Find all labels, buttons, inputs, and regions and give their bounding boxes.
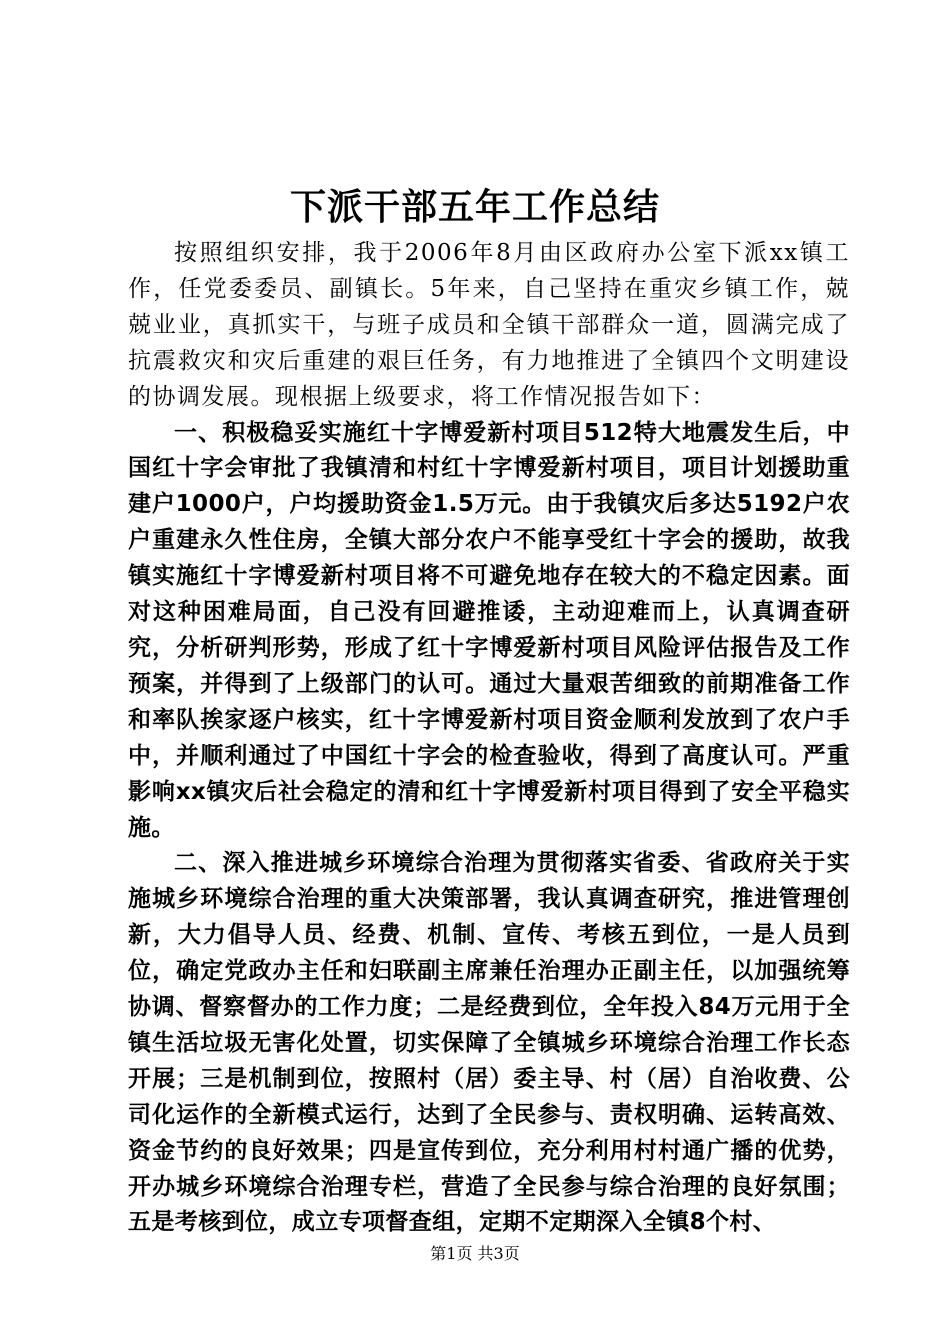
intro-paragraph: 按照组织安排，我于2006年8月由区政府办公室下派xx镇工作，任党委委员、副镇长。5年来，自己坚持在重灾乡镇工作，兢兢业业，真抓实干，与班子成员和全镇干部群众一道，圆满完成了抗震救灾和灾后重建的艰巨任务，有力地推进了全镇四个文明建设的协调发展。现根据上级要求，将工作情况报告如下： — [128, 240, 850, 410]
page-footer: 第1页 共3页 — [430, 1244, 520, 1263]
document-body — [128, 236, 850, 1241]
section-one-paragraph: 一、积极稳妥实施红十字博爱新村项目512特大地震发生后，中国红十字会审批了我镇清和村红十字博爱新村项目，项目计划援助重建户1000户，户均援助资金1.5万元。由于我镇灾后多达5192户农户重建永久性住房，全镇大部分农户不能享受红十字会的援助，故我镇实施红十字博爱新村项目将不可避免地存在较大的不稳定因素。面对这种困难局面，自己没有回避推诿，主动迎难而上，认真调查研究，分析研判形势，形成了红十字博爱新村项目风险评估报告及工作预案，并得到了上级部门的认可。通过大量艰苦细致的前期准备工作和率队挨家逐户核实，红十字博爱新村项目资金顺利发放到了农户手中，并顺利通过了中国红十字会的检查验收，得到了高度认可。严重影响xx镇灾后社会稳定的清和红十字博爱新村项目得到了安全平稳实施。 — [128, 419, 850, 841]
section-two-paragraph: 二、深入推进城乡环境综合治理为贯彻落实省委、省政府关于实施城乡环境综合治理的重大决策部署，我认真调查研究，推进管理创新，大力倡导人员、经费、机制、宣传、考核五到位，一是人员到位，确定党政办主任和妇联副主席兼任治理办正副主任，以加强统筹协调、督察督办的工作力度；二是经费到位，全年投入84万元用于全镇生活垃圾无害化处置，切实保障了全镇城乡环境综合治理工作长态开展；三是机制到位，按照村（居）委主导、村（居）自治收费、公司化运作的全新模式运行，达到了全民参与、责权明确、运转高效、资金节约的良好效果；四是宣传到位，充分利用村村通广播的优势，开办城乡环境综合治理专栏，营造了全民参与综合治理的良好氛围；五是考核到位，成立专项督查组，定期不定期深入全镇8个村、 — [128, 850, 850, 1236]
document-title: 下派干部五年工作总结 — [289, 187, 660, 228]
